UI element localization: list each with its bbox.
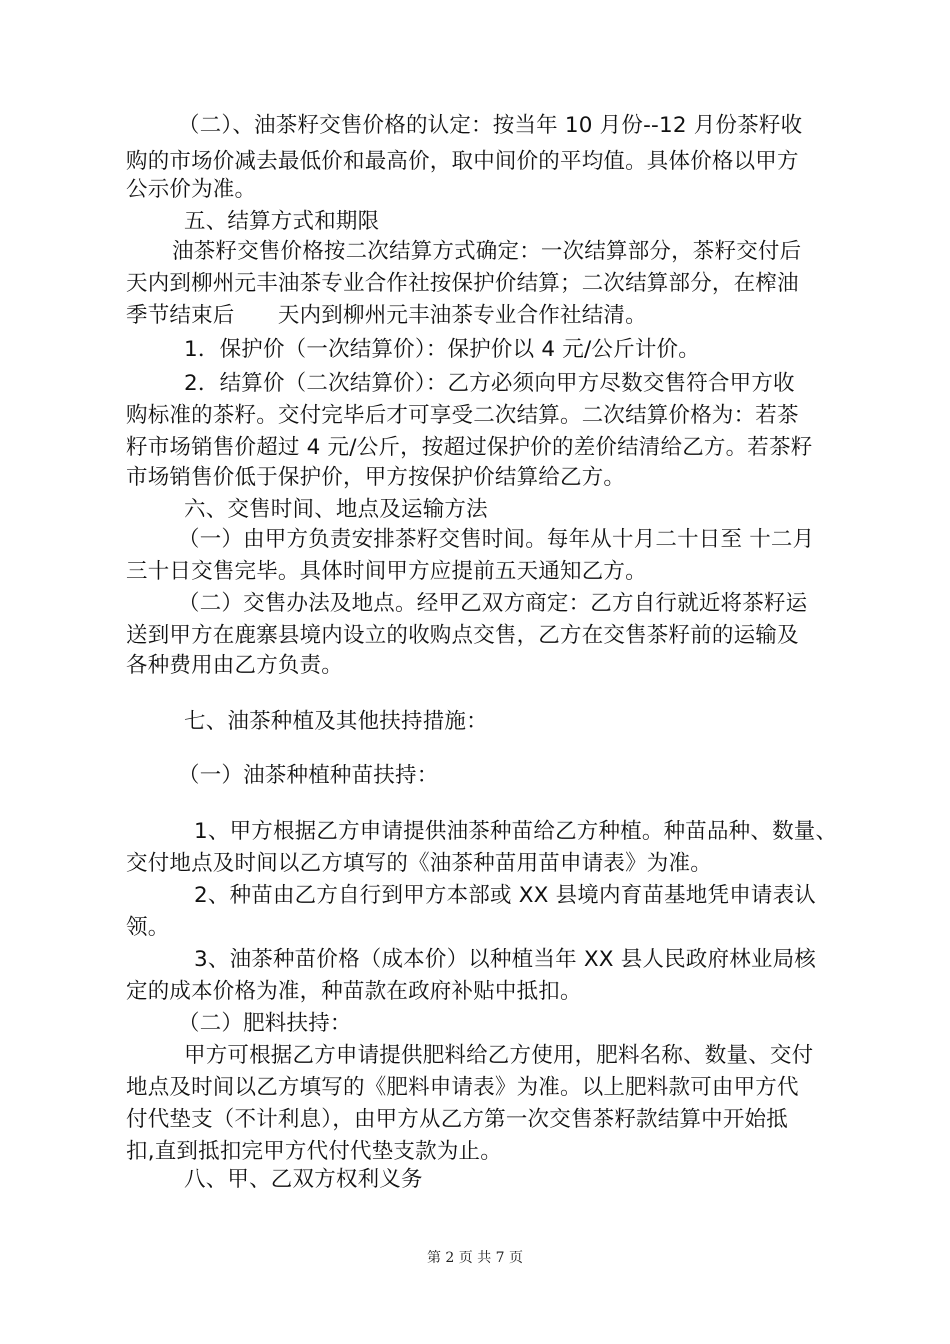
paragraph-line: （一）由甲方负责安排茶籽交售时间。每年从十月二十日至 十二月 [178, 527, 815, 552]
subsection-heading: （一）油茶种植种苗扶持： [178, 763, 439, 788]
paragraph-line: 交付地点及时间以乙方填写的《油茶种苗用苗申请表》为准。 [126, 851, 712, 876]
paragraph-line: 市场销售价低于保护价，甲方按保护价结算给乙方。 [126, 465, 626, 490]
paragraph-line: 籽市场销售价超过 4 元/公斤，按超过保护价的差价结清给乙方。若茶籽 [126, 435, 813, 460]
paragraph-line: 季节结束后 天内到柳州元丰油茶专业合作社结清。 [126, 303, 647, 328]
paragraph-line: 各种费用由乙方负责。 [126, 653, 344, 678]
paragraph-line: 天内到柳州元丰油茶专业合作社按保护价结算；二次结算部分，在榨油 [126, 271, 799, 296]
paragraph-line: 地点及时间以乙方填写的《肥料申请表》为准。以上肥料款可由甲方代 [126, 1075, 799, 1100]
paragraph-line: 3、油茶种苗价格（成本价）以种植当年 XX 县人民政府林业局核 [194, 947, 817, 972]
paragraph-line: 1、甲方根据乙方申请提供油茶种苗给乙方种植。种苗品种、数量、 [194, 819, 838, 844]
page-number-footer: 第 2 页 共 7 页 [426, 1250, 524, 1266]
paragraph-line: 购标准的茶籽。交付完毕后才可享受二次结算。二次结算价格为：若茶 [126, 403, 799, 428]
section-heading: 七、油茶种植及其他扶持措施： [184, 709, 488, 734]
paragraph-line: 三十日交售完毕。具体时间甲方应提前五天通知乙方。 [126, 559, 647, 584]
section-heading: 五、结算方式和期限 [184, 209, 380, 234]
paragraph-line: 领。 [126, 915, 170, 940]
section-heading: 六、交售时间、地点及运输方法 [184, 497, 488, 522]
paragraph-line: （二）、油茶籽交售价格的认定：按当年 10 月份--12 月份茶籽收 [178, 113, 803, 138]
paragraph-line: 送到甲方在鹿寨县境内设立的收购点交售，乙方在交售茶籽前的运输及 [126, 623, 799, 648]
paragraph-line: 付代垫支（不计利息），由甲方从乙方第一次交售茶籽款结算中开始抵 [126, 1107, 788, 1132]
paragraph-line: 油茶籽交售价格按二次结算方式确定：一次结算部分，茶籽交付后 [172, 239, 802, 264]
paragraph-line: 公示价为准。 [126, 177, 257, 202]
paragraph-line: （二）交售办法及地点。经甲乙双方商定：乙方自行就近将茶籽运 [178, 591, 808, 616]
paragraph-line: 甲方可根据乙方申请提供肥料给乙方使用，肥料名称、数量、交付 [184, 1043, 814, 1068]
paragraph-line: 扣,直到抵扣完甲方代付代垫支款为止。 [126, 1139, 502, 1164]
paragraph-line: 2．结算价（二次结算价）：乙方必须向甲方尽数交售符合甲方收 [184, 371, 795, 396]
paragraph-line: 2、种苗由乙方自行到甲方本部或 XX 县境内育苗基地凭申请表认 [194, 883, 817, 908]
paragraph-line: 1．保护价（一次结算价）：保护价以 4 元/公斤计价。 [184, 337, 700, 362]
subsection-heading: （二）肥料扶持： [178, 1011, 352, 1036]
paragraph-line: 购的市场价减去最低价和最高价，取中间价的平均值。具体价格以甲方 [126, 149, 799, 174]
paragraph-line: 定的成本价格为准，种苗款在政府补贴中抵扣。 [126, 979, 582, 1004]
section-heading: 八、甲、乙双方权利义务 [184, 1167, 423, 1192]
